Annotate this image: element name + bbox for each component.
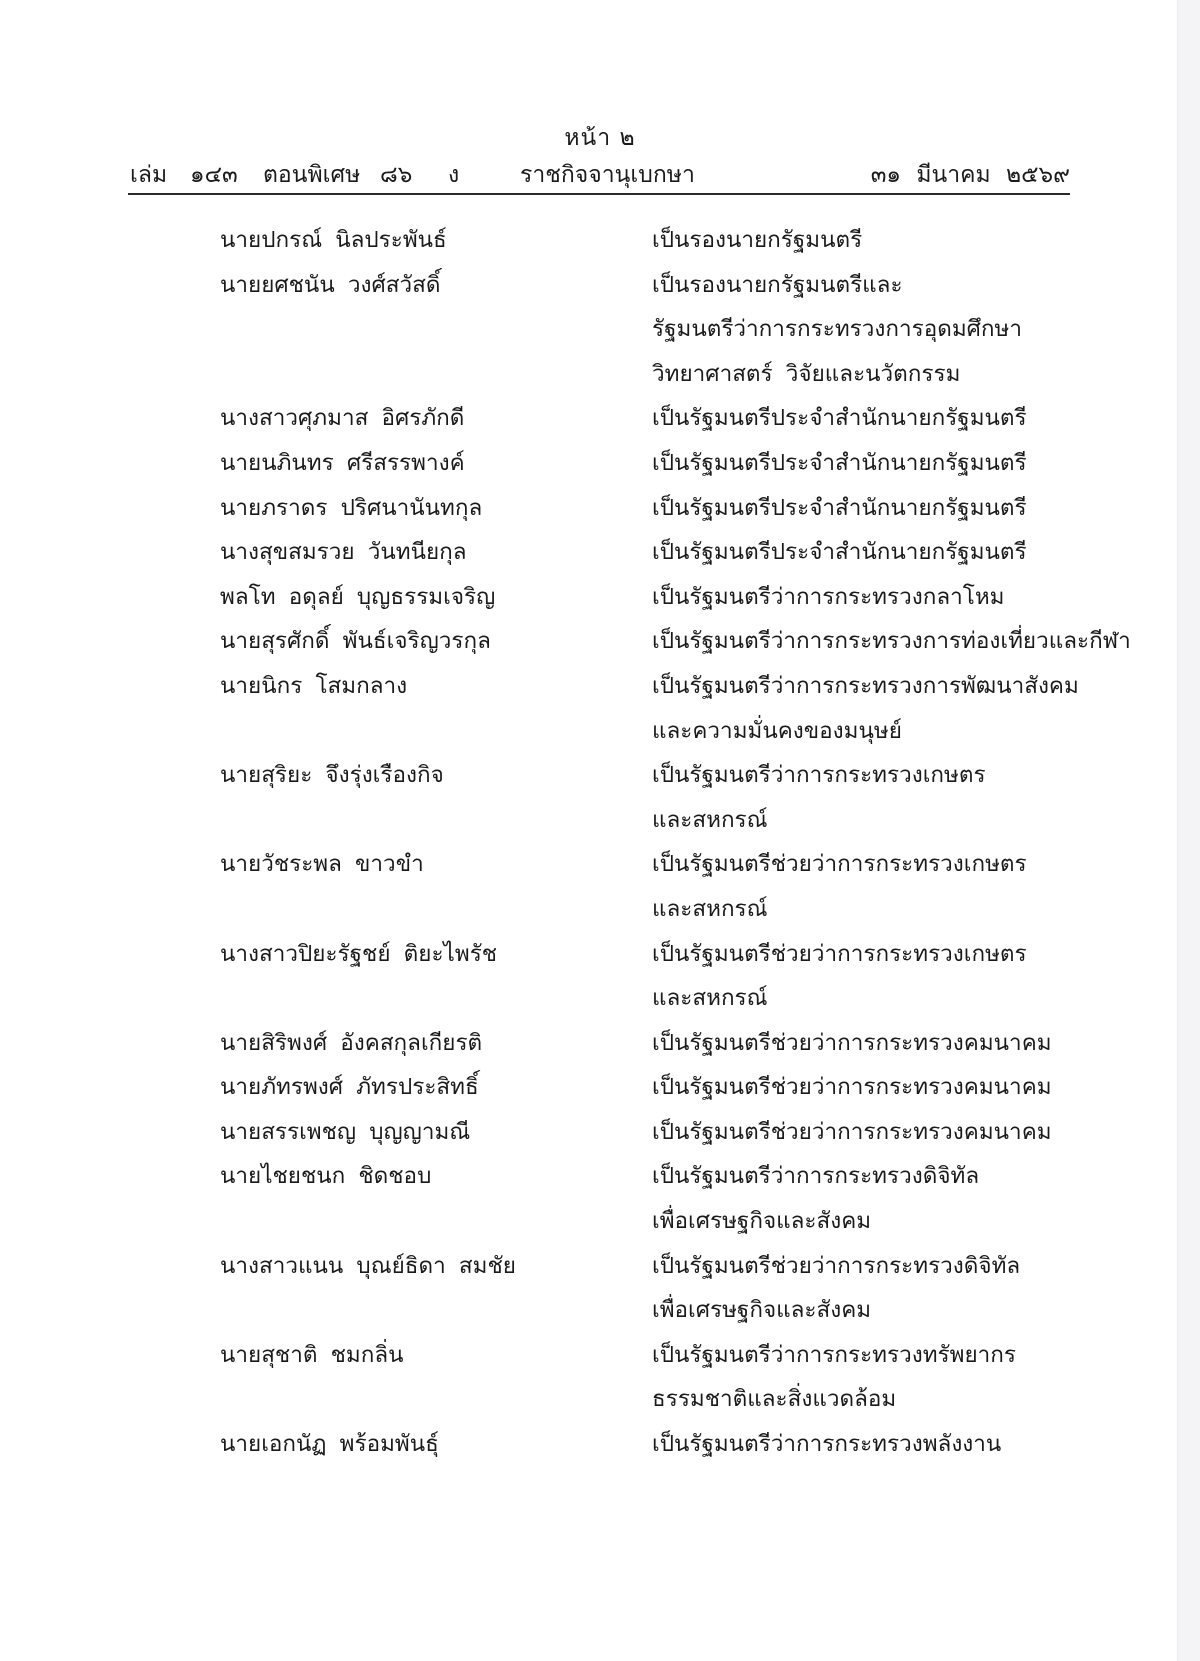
minister-name: นางสุขสมรวย วันทนียกุล bbox=[220, 539, 467, 566]
minister-name: นายปกรณ์ นิลประพันธ์ bbox=[220, 227, 447, 253]
appointment-entry bbox=[0, 1065, 1200, 1110]
appointment-entry bbox=[0, 575, 1200, 620]
position-block bbox=[652, 1244, 1092, 1333]
position-block bbox=[652, 842, 1092, 931]
position-block bbox=[652, 441, 1092, 486]
minister-name: นางสาวศุภมาส อิศรภักดี bbox=[220, 405, 465, 432]
position-block bbox=[652, 619, 1131, 664]
minister-name: นางสาวปิยะรัฐชย์ ติยะไพรัช bbox=[220, 940, 498, 967]
position-line: เป็นรัฐมนตรีว่าการกระทรวงกลาโหม bbox=[652, 583, 1005, 610]
position-line: เป็นรัฐมนตรีช่วยว่าการกระทรวงคมนาคม bbox=[652, 1029, 1052, 1056]
position-line: เป็นรัฐมนตรีประจำสำนักนายกรัฐมนตรี bbox=[652, 449, 1027, 476]
position-line: และความมั่นคงของมนุษย์ bbox=[652, 717, 902, 744]
position-line: เป็นรัฐมนตรีว่าการกระทรวงการท่องเที่ยวและกีฬา bbox=[652, 628, 1131, 655]
position-line: เป็นรัฐมนตรีประจำสำนักนายกรัฐมนตรี bbox=[652, 494, 1027, 521]
minister-name: นายภราดร ปริศนานันทกุล bbox=[220, 494, 483, 521]
issue-number: ๘๖ bbox=[380, 162, 413, 188]
appointment-entry bbox=[0, 1333, 1200, 1422]
position-line: เป็นรัฐมนตรีว่าการกระทรวงทรัพยากร bbox=[652, 1341, 1016, 1368]
appointment-list bbox=[0, 218, 1200, 1467]
position-block bbox=[652, 396, 1092, 441]
position-block bbox=[652, 575, 1092, 620]
minister-name: นายสิริพงศ์ อังคสกุลเกียรติ bbox=[220, 1029, 483, 1056]
minister-name: นายนภินทร ศรีสรรพางค์ bbox=[220, 449, 465, 476]
minister-name: นายยศชนัน วงศ์สวัสดิ์ bbox=[220, 271, 441, 298]
appointment-entry bbox=[0, 1110, 1200, 1155]
header-rule bbox=[128, 193, 1070, 195]
position-block bbox=[652, 218, 1092, 263]
appointment-entry bbox=[0, 1244, 1200, 1333]
minister-name: พลโท อดุลย์ บุญธรรมเจริญ bbox=[220, 583, 496, 610]
appointment-entry bbox=[0, 486, 1200, 531]
position-line: เป็นรัฐมนตรีประจำสำนักนายกรัฐมนตรี bbox=[652, 539, 1027, 566]
position-line: เป็นรองนายกรัฐมนตรี bbox=[652, 227, 863, 253]
minister-name: นายเอกนัฏ พร้อมพันธุ์ bbox=[220, 1431, 439, 1458]
position-line: วิทยาศาสตร์ วิจัยและนวัตกรรม bbox=[652, 360, 961, 387]
position-line: เป็นรองนายกรัฐมนตรีและ bbox=[652, 271, 903, 298]
minister-name: นายนิกร โสมกลาง bbox=[220, 672, 408, 699]
position-block bbox=[652, 1021, 1092, 1066]
position-block bbox=[652, 1154, 1092, 1243]
position-line: เป็นรัฐมนตรีว่าการกระทรวงพลังงาน bbox=[652, 1431, 1002, 1458]
minister-name: นายสุชาติ ชมกลิ่น bbox=[220, 1341, 404, 1368]
minister-name: นางสาวแนน บุณย์ธิดา สมชัย bbox=[220, 1252, 516, 1279]
section-letter: ง bbox=[448, 162, 460, 188]
position-line: ธรรมชาติและสิ่งแวดล้อม bbox=[652, 1386, 897, 1413]
position-line: รัฐมนตรีว่าการกระทรวงการอุดมศึกษา bbox=[652, 316, 1023, 343]
gazette-header bbox=[130, 157, 1070, 193]
minister-name: นายสุริยะ จึงรุ่งเรืองกิจ bbox=[220, 762, 444, 789]
minister-name: นายภัทรพงศ์ ภัทรประสิทธิ์ bbox=[220, 1074, 479, 1101]
position-block bbox=[652, 263, 1092, 397]
issue-label: ตอนพิเศษ bbox=[263, 162, 361, 188]
appointment-entry bbox=[0, 1422, 1200, 1467]
publication-date: ๓๑ มีนาคม ๒๕๖๙ bbox=[870, 162, 1070, 188]
appointment-entry bbox=[0, 1154, 1200, 1243]
appointment-entry bbox=[0, 263, 1200, 397]
appointment-entry bbox=[0, 396, 1200, 441]
appointment-entry bbox=[0, 842, 1200, 931]
position-line: เพื่อเศรษฐกิจและสังคม bbox=[652, 1297, 872, 1324]
appointment-entry bbox=[0, 619, 1200, 664]
position-block bbox=[652, 932, 1092, 1021]
position-line: เป็นรัฐมนตรีช่วยว่าการกระทรวงเกษตร bbox=[652, 851, 1027, 878]
appointment-entry bbox=[0, 218, 1200, 263]
position-line: เป็นรัฐมนตรีช่วยว่าการกระทรวงคมนาคม bbox=[652, 1074, 1052, 1101]
position-block bbox=[652, 753, 1092, 842]
minister-name: นายสรรเพชญ บุญญามณี bbox=[220, 1118, 471, 1145]
position-line: เป็นรัฐมนตรีว่าการกระทรวงเกษตร bbox=[652, 762, 986, 789]
position-block bbox=[652, 1065, 1092, 1110]
minister-name: นายสุรศักดิ์ พันธ์เจริญวรกุล bbox=[220, 628, 491, 655]
appointment-entry bbox=[0, 664, 1200, 753]
position-block bbox=[652, 1333, 1092, 1422]
position-block bbox=[652, 530, 1092, 575]
appointment-entry bbox=[0, 932, 1200, 1021]
volume-label: เล่ม bbox=[130, 162, 168, 188]
appointment-entry bbox=[0, 530, 1200, 575]
position-line: เป็นรัฐมนตรีว่าการกระทรวงดิจิทัล bbox=[652, 1163, 980, 1190]
volume-number: ๑๔๓ bbox=[190, 162, 238, 188]
position-line: เป็นรัฐมนตรีว่าการกระทรวงการพัฒนาสังคม bbox=[652, 672, 1079, 699]
position-block bbox=[652, 1110, 1092, 1155]
appointment-entry bbox=[0, 1021, 1200, 1066]
position-block bbox=[652, 1422, 1092, 1467]
position-line: เป็นรัฐมนตรีช่วยว่าการกระทรวงเกษตร bbox=[652, 940, 1027, 967]
gazette-name: ราชกิจจานุเบกษา bbox=[520, 162, 695, 188]
minister-name: นายวัชระพล ขาวขำ bbox=[220, 851, 424, 878]
position-block bbox=[652, 664, 1092, 753]
appointment-entry bbox=[0, 753, 1200, 842]
position-line: และสหกรณ์ bbox=[652, 806, 768, 833]
position-line: เป็นรัฐมนตรีช่วยว่าการกระทรวงคมนาคม bbox=[652, 1118, 1052, 1145]
position-line: และสหกรณ์ bbox=[652, 985, 768, 1012]
appointment-entry bbox=[0, 441, 1200, 486]
position-line: เป็นรัฐมนตรีประจำสำนักนายกรัฐมนตรี bbox=[652, 405, 1027, 432]
position-line: และสหกรณ์ bbox=[652, 895, 768, 922]
position-line: เพื่อเศรษฐกิจและสังคม bbox=[652, 1208, 872, 1235]
minister-name: นายไชยชนก ชิดชอบ bbox=[220, 1163, 432, 1190]
position-line: เป็นรัฐมนตรีช่วยว่าการกระทรวงดิจิทัล bbox=[652, 1252, 1021, 1279]
position-block bbox=[652, 486, 1092, 531]
page-number: หน้า ๒ bbox=[564, 125, 636, 151]
